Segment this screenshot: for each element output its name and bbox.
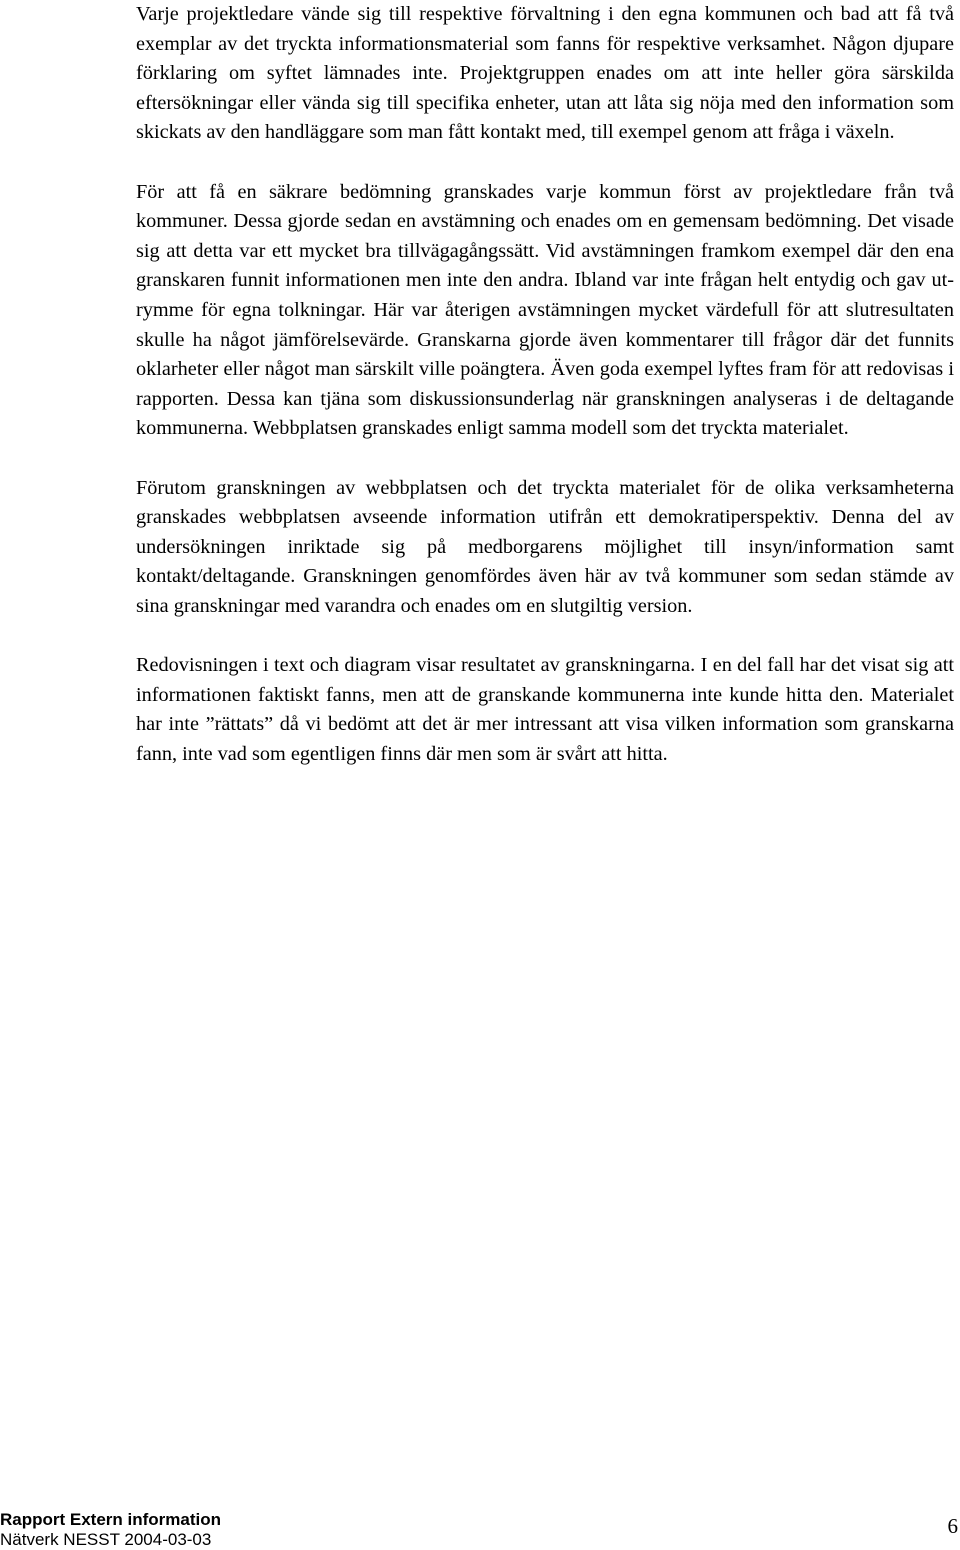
paragraph-joint-assessment: För att få en säkrare bedömning granskades varje kommun först av projektledare från två kommuner. Dessa gjorde sedan en avstämning och enades om en gemensam bedömning. Det visade sig att detta var ett mycket bra tillvägagångssätt. Vid avstämningen framkom exempel där den ena granskaren funnit informationen men inte den andra. Ibland var inte frågan helt entydig och gav utrymme för egna tolkningar. Här var återigen avstämningen mycket värdefull för att slutresultaten skulle ha något jämförelsevärde. Granskarna gjorde även kommentarer till frågor där det funnits oklarheter eller något man särskilt ville poängtera. Även goda exempel lyftes fram för att redovisas i rapporten. Dessa kan tjäna som diskussionsunderlag när granskningen analyseras i de deltagande kommunerna. Webbplatsen granskades enligt samma modell som det tryckta materialet.: [136, 180, 954, 440]
body-text: [136, 0, 954, 799]
paragraph-democracy-perspective: Förutom granskningen av webbplatsen och det tryckta materialet för de olika verksamheterna granskades webbplatsen avseende information utifrån ett demokratiperspektiv. Denna del av undersökningen inriktade sig på medborgarens möjlighet till insyn/information samt kontakt/deltagande. Granskningen genomfördes även här av två kommuner som sedan stämde av sina granskningar med varandra och enades om en slutgiltig version.: [136, 476, 954, 617]
footer-network-date: Nätverk NESST 2004-03-03: [0, 1530, 212, 1549]
paragraph-method-material-collection: Varje projektledare vände sig till respektive förvaltning i den egna kommunen och bad att få två exemplar av det tryckta informationsmaterial som fanns för respektive verksamhet. Någon djupare förklaring om syftet lämnades inte. Projektgruppen enades om att inte heller göra särskilda eftersökningar eller vända sig till specifika enheter, utan att låta sig nöja med den information som skickats av den handläggare som man fått kontakt med, till exempel genom att fråga i växeln.: [136, 3, 954, 144]
paragraph-results-presentation: Redovisningen i text och diagram visar resultatet av granskningarna. I en del fall har det visat sig att informationen faktiskt fanns, men att de granskande kommunerna inte kunde hitta den. Materialet har inte ”rättats” då vi bedömt att det är mer intressant att visa vilken information som granskarna fann, inte vad som egentligen finns där men som är svårt att hitta.: [136, 654, 954, 765]
footer-report-title: Rapport Extern information: [0, 1510, 222, 1529]
page-footer: [0, 1506, 960, 1549]
page-number: 6: [947, 1514, 958, 1538]
